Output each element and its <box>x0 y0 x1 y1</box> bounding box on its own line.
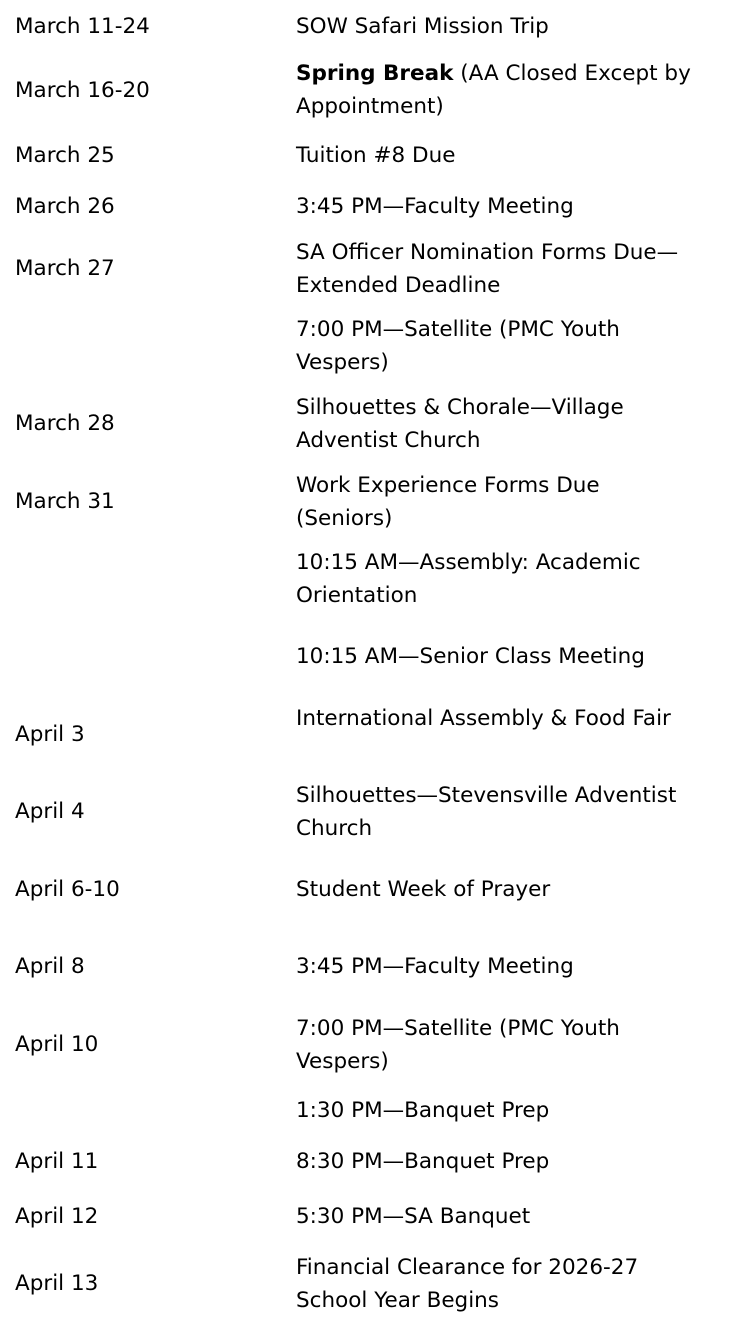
event-description: Silhouettes & Chorale—Village Adventist Church <box>296 395 624 453</box>
event-date: March 16-20 <box>15 78 150 103</box>
event-description: 3:45 PM—Faculty Meeting <box>296 194 574 219</box>
event-detail: (AA Closed Except by Appointment) <box>296 61 691 119</box>
event-description: International Assembly & Food Fair <box>296 706 671 731</box>
event-emphasis: Spring Break <box>296 61 454 86</box>
event-description: Work Experience Forms Due (Seniors) <box>296 473 600 531</box>
event-date: April 11 <box>15 1149 99 1174</box>
event-date: March 27 <box>15 256 115 281</box>
event-description: SOW Safari Mission Trip <box>296 14 549 39</box>
event-description: SA Officer Nomination Forms Due—Extended Deadline <box>296 240 679 298</box>
event-date: April 4 <box>15 799 85 824</box>
event-description: 10:15 AM—Assembly: Academic Orientation <box>296 550 641 608</box>
event-description: 1:30 PM—Banquet Prep <box>296 1098 550 1123</box>
event-date: March 25 <box>15 143 115 168</box>
event-date: March 31 <box>15 489 115 514</box>
event-date: April 8 <box>15 954 85 979</box>
event-date: April 6-10 <box>15 877 120 902</box>
event-description: 3:45 PM—Faculty Meeting <box>296 954 574 979</box>
event-description: Tuition #8 Due <box>296 143 456 168</box>
event-description: Silhouettes—Stevensville Adventist Church <box>296 783 677 841</box>
event-date: April 12 <box>15 1204 99 1229</box>
event-date: March 28 <box>15 411 115 436</box>
event-date: April 10 <box>15 1032 99 1057</box>
event-description: 7:00 PM—Satellite (PMC Youth Vespers) <box>296 317 620 375</box>
event-description: 8:30 PM—Banquet Prep <box>296 1149 550 1174</box>
event-date: March 11-24 <box>15 14 150 39</box>
event-description: 7:00 PM—Satellite (PMC Youth Vespers) <box>296 1016 620 1074</box>
event-description: 5:30 PM—SA Banquet <box>296 1204 531 1229</box>
event-description: Financial Clearance for 2026-27 School Year Begins <box>296 1255 639 1313</box>
event-date: March 26 <box>15 194 115 219</box>
event-description: Student Week of Prayer <box>296 877 551 902</box>
event-description <box>296 57 696 123</box>
event-date: April 3 <box>15 722 85 747</box>
event-date: April 13 <box>15 1271 99 1296</box>
event-description: 10:15 AM—Senior Class Meeting <box>296 644 645 669</box>
